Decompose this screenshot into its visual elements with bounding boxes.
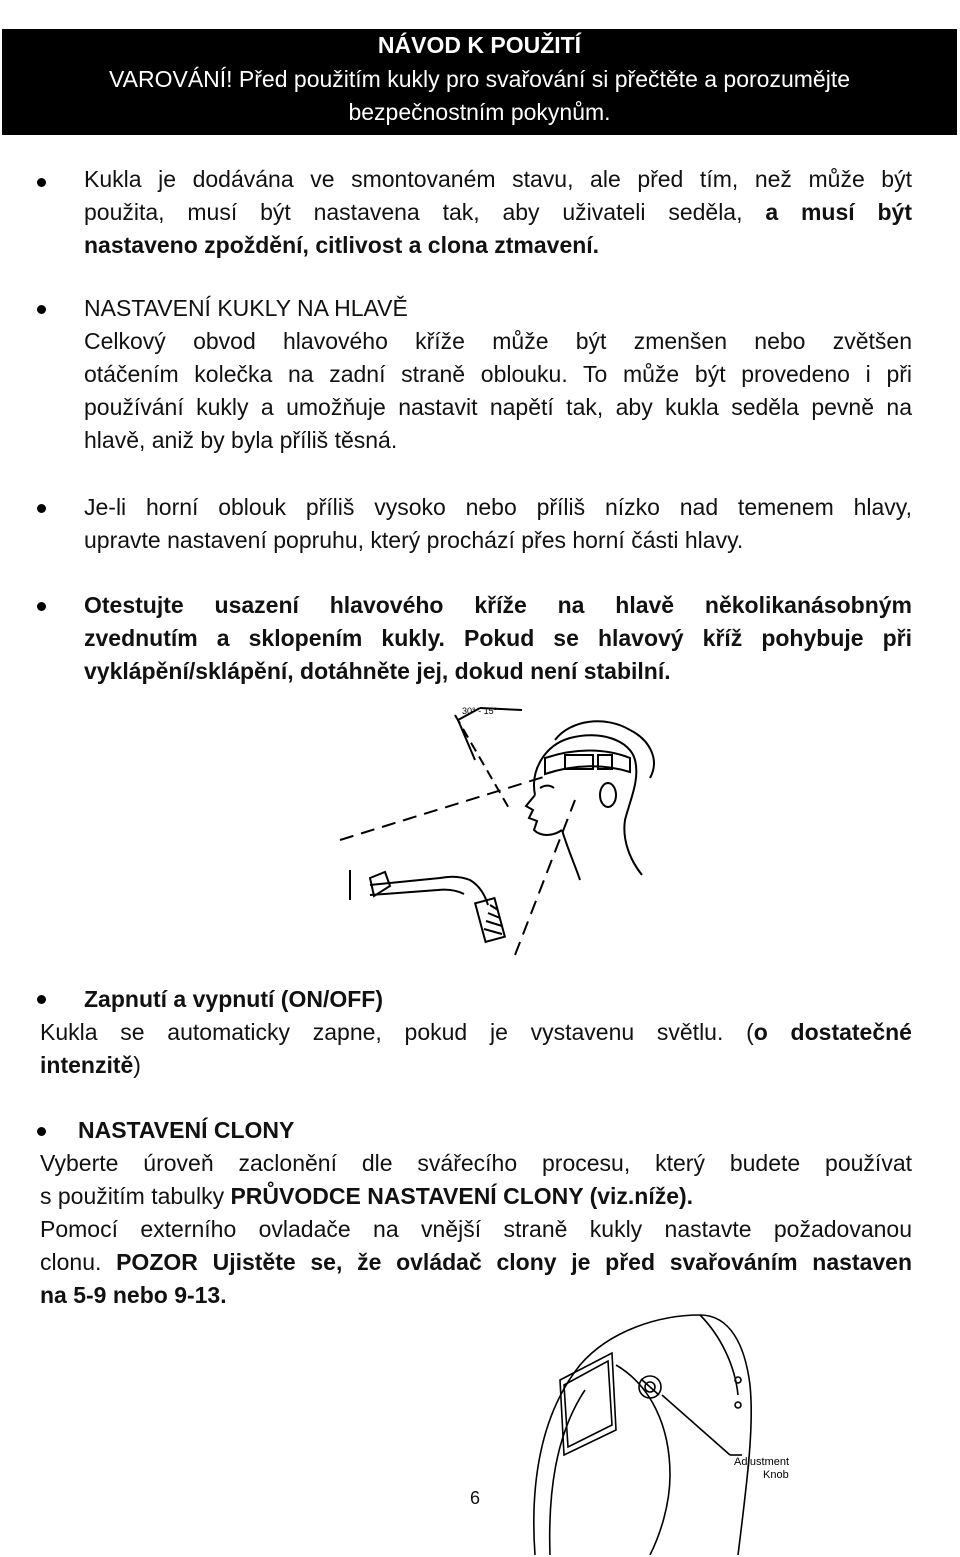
top-strap-line-2: upravte nastavení popruhu, který prochází přes horní části hlavy. [84,527,744,553]
top-strap-line-1: Je-li horní oblouk příliš vysoko nebo příliš nízko nad temenem hlavy, [84,494,912,520]
bullet-icon [37,504,46,513]
shade-line-4: clonu. POZOR Ujistěte se, že ovládač clony je před svařováním nastaven [40,1249,912,1275]
fit-test-line-1: Otestujte usazení hlavového kříže na hlavě několikanásobným [84,592,912,618]
shade-line-1: Vyberte úroveň zaclonění dle svářecího procesu, který budete používat [40,1150,912,1176]
section-shade [40,1147,912,1312]
bullet-icon [37,178,46,187]
bullet-icon [37,602,46,611]
head-adjust-line-3: používání kukly a umožňuje nastavit napětí tak, aby kukla seděla pevně na [84,394,912,420]
warning-line-1: VAROVÁNÍ! Před použitím kukly pro svařování si přečtěte a porozumějte [109,66,850,92]
assembly-line-3: nastaveno zpoždění, citlivost a clona ztmavení. [84,232,600,258]
shade-line-5: na 5-9 nebo 9-13. [40,1282,227,1308]
page-number: 6 [470,1488,481,1508]
head-adjust-line-2: otáčením kolečka na zadní straně oblouku. To může být provedeno i při [84,361,912,387]
on-off-line-1: Kukla se automaticky zapne, pokud je vystavenu světlu. (o dostatečné [40,1019,912,1045]
welder-angle-illustration [330,700,790,960]
head-adjust-heading: NASTAVENÍ KUKLY NA HLAVĚ [84,295,408,321]
shade-line-2: s použitím tabulky PRŮVODCE NASTAVENÍ CLONY (viz.níže). [40,1183,694,1209]
section-fit-test [84,589,912,688]
shade-heading: NASTAVENÍ CLONY [78,1117,295,1143]
fit-test-line-3: vyklápění/sklápění, dotáhněte jej, dokud není stabilní. [84,658,671,684]
assembly-line-1: Kukla je dodávána ve smontovaném stavu, ale před tím, než může být [84,166,912,192]
section-head-adjust [84,292,912,457]
assembly-line-2: použita, musí být nastavena tak, aby uživateli seděla, a musí být [84,199,912,225]
callout-knob: Knob [763,1469,789,1481]
bullet-icon [37,1127,46,1136]
fit-test-line-2: zvednutím a sklopením kukly. Pokud se hlavový kříž pohybuje při [84,625,912,651]
warning-line-2: bezpečnostním pokynům. [348,99,611,125]
head-adjust-line-4: hlavě, aniž by byla příliš těsná. [84,427,398,453]
section-assembly [84,163,912,262]
on-off-heading: Zapnutí a vypnutí (ON/OFF) [84,986,383,1012]
shade-line-3: Pomocí externího ovladače na vnější straně kukly nastavte požadovanou [40,1216,912,1242]
bullet-icon [37,995,46,1004]
manual-title: NÁVOD K POUŽITÍ [377,32,582,58]
warning-header [2,29,957,135]
bullet-icon [37,305,46,314]
head-adjust-line-1: Celkový obvod hlavového kříže může být zmenšen nebo zvětšen [84,328,912,354]
on-off-line-2: intenzitě) [40,1052,141,1078]
angle-label: 30° - 15° [462,706,498,716]
section-top-strap [84,491,912,557]
helmet-knob-illustration [520,1305,840,1555]
section-on-off [40,1016,912,1082]
callout-adjustment: Adjustment [734,1456,790,1468]
